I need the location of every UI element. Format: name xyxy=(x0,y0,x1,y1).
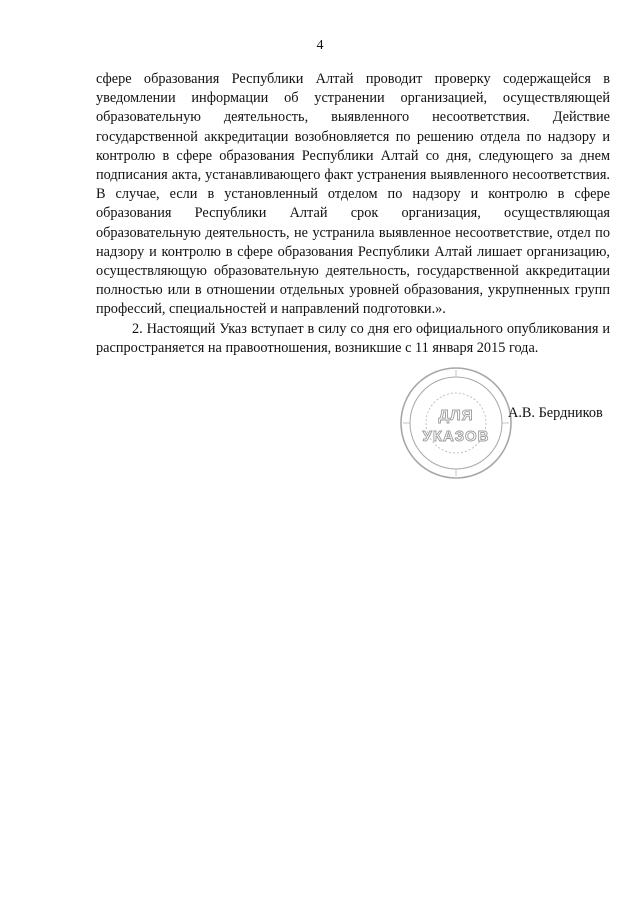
document-body xyxy=(96,70,610,358)
page-number: 4 xyxy=(316,38,324,53)
paragraph-continuation: сфере образования Республики Алтай проводит проверку содержащейся в уведомлении информации об устранении организацией, осуществляющей образовательную деятельность, выявленного несоответствия. Действие государственной аккредитации возобновляется по решению отдела по надзору и контролю в сфере образования Республики Алтай со дня, следующего за днем подписания акта, устанавливающего факт устранения выявленного несоответствия. В случае, если в установленный отделом по надзору и контролю в сфере образования Республики Алтай срок организация, осуществляющая образовательную деятельность, не устранила выявленное несоответствие, отдел по надзору и контролю в сфере образования Республики Алтай лишает организацию, осуществляющую образовательную деятельность, государственной аккредитации полностью или в отношении отдельных уровней образования, укрупненных групп профессий, специальностей и направлений подготовки.». xyxy=(96,71,610,318)
paragraph-effective-date: 2. Настоящий Указ вступает в силу со дня его официального опубликования и распространяется на правоотношения, возникшие с 11 января 2015 года. xyxy=(96,320,610,356)
stamp-text-top: ДЛЯ xyxy=(438,407,474,424)
stamp-text-bottom: УКАЗОВ xyxy=(422,428,490,445)
official-stamp xyxy=(398,365,514,481)
signatory-name: А.В. Бердников xyxy=(508,405,603,421)
signature-block xyxy=(508,405,603,422)
